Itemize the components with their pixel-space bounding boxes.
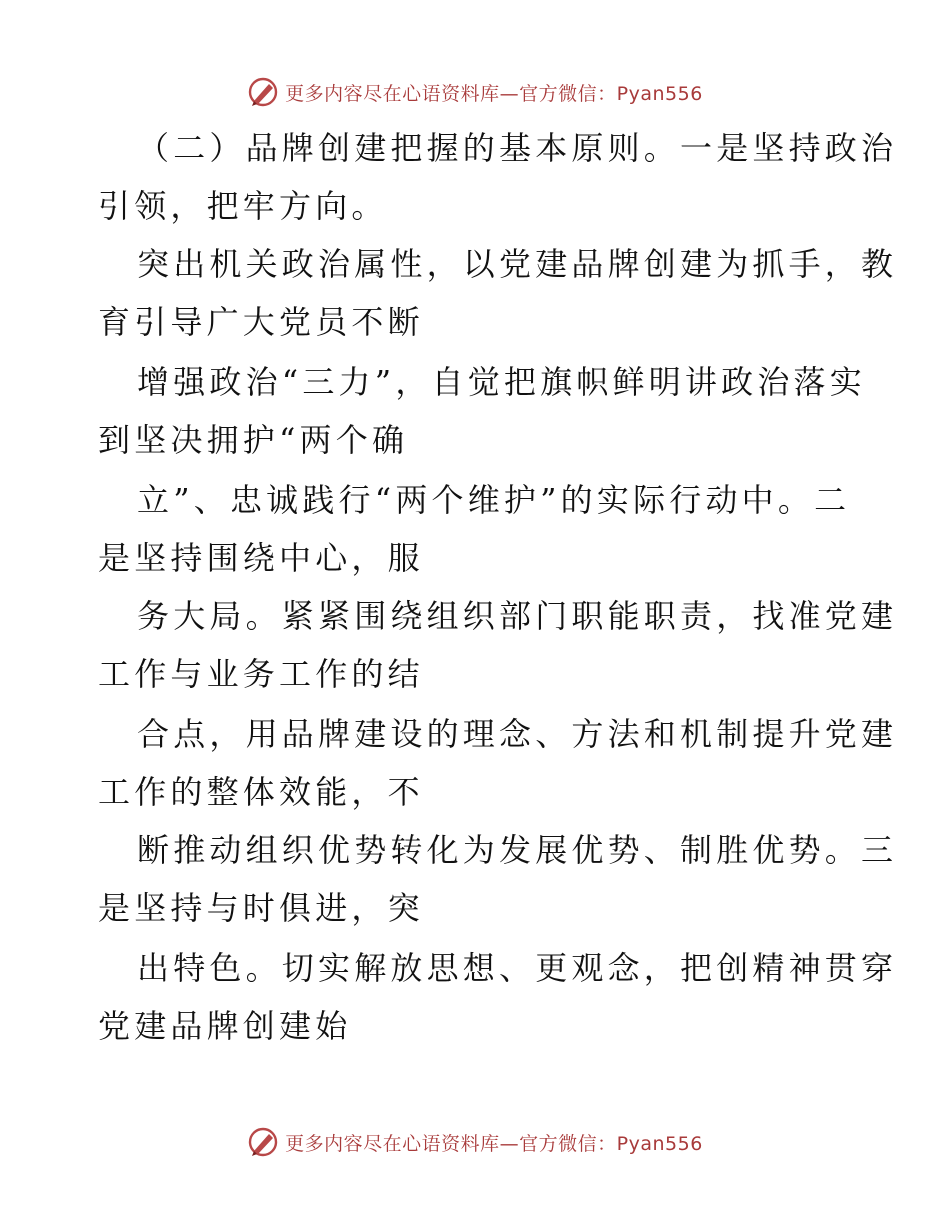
watermark-text: 更多内容尽在心语资料库—官方微信：Pyan556 <box>285 1132 703 1155</box>
paragraph-line: 断推动组织优势转化为发展优势、制胜优势。三 <box>137 831 898 869</box>
paragraph-line: 增强政治“三力”，自觉把旗帜鲜明讲政治落实 <box>137 363 866 401</box>
paragraph-line: 合点，用品牌建设的理念、方法和机制提升党建 <box>137 715 898 753</box>
paragraph-line: 务大局。紧紧围绕组织部门职能职责，找准党建 <box>137 597 898 635</box>
paragraph-line: 出特色。切实解放思想、更观念，把创精神贯穿 <box>137 949 898 987</box>
pen-logo-icon <box>247 76 279 108</box>
paragraph-line: 育引导广大党员不断 <box>98 303 424 341</box>
paragraph-line: 立”、忠诚践行“两个维护”的实际行动中。二 <box>137 481 851 519</box>
paragraph-line: 党建品牌创建始 <box>98 1007 352 1045</box>
paragraph-line: 工作与业务工作的结 <box>98 655 424 693</box>
footer-watermark <box>0 1122 950 1162</box>
paragraph-line: 到坚决拥护“两个确 <box>98 421 409 459</box>
paragraph-line: 工作的整体效能，不 <box>98 773 424 811</box>
paragraph-line: 突出机关政治属性，以党建品牌创建为抓手，教 <box>137 245 898 283</box>
paragraph-line: （二）品牌创建把握的基本原则。一是坚持政治 <box>137 129 898 167</box>
watermark-text: 更多内容尽在心语资料库—官方微信：Pyan556 <box>285 82 703 105</box>
paragraph-line: 引领，把牢方向。 <box>98 187 388 225</box>
paragraph-line: 是坚持与时俱进，突 <box>98 889 424 927</box>
paragraph-line: 是坚持围绕中心，服 <box>98 539 424 577</box>
pen-logo-icon <box>247 1126 279 1158</box>
header-watermark <box>0 72 950 112</box>
